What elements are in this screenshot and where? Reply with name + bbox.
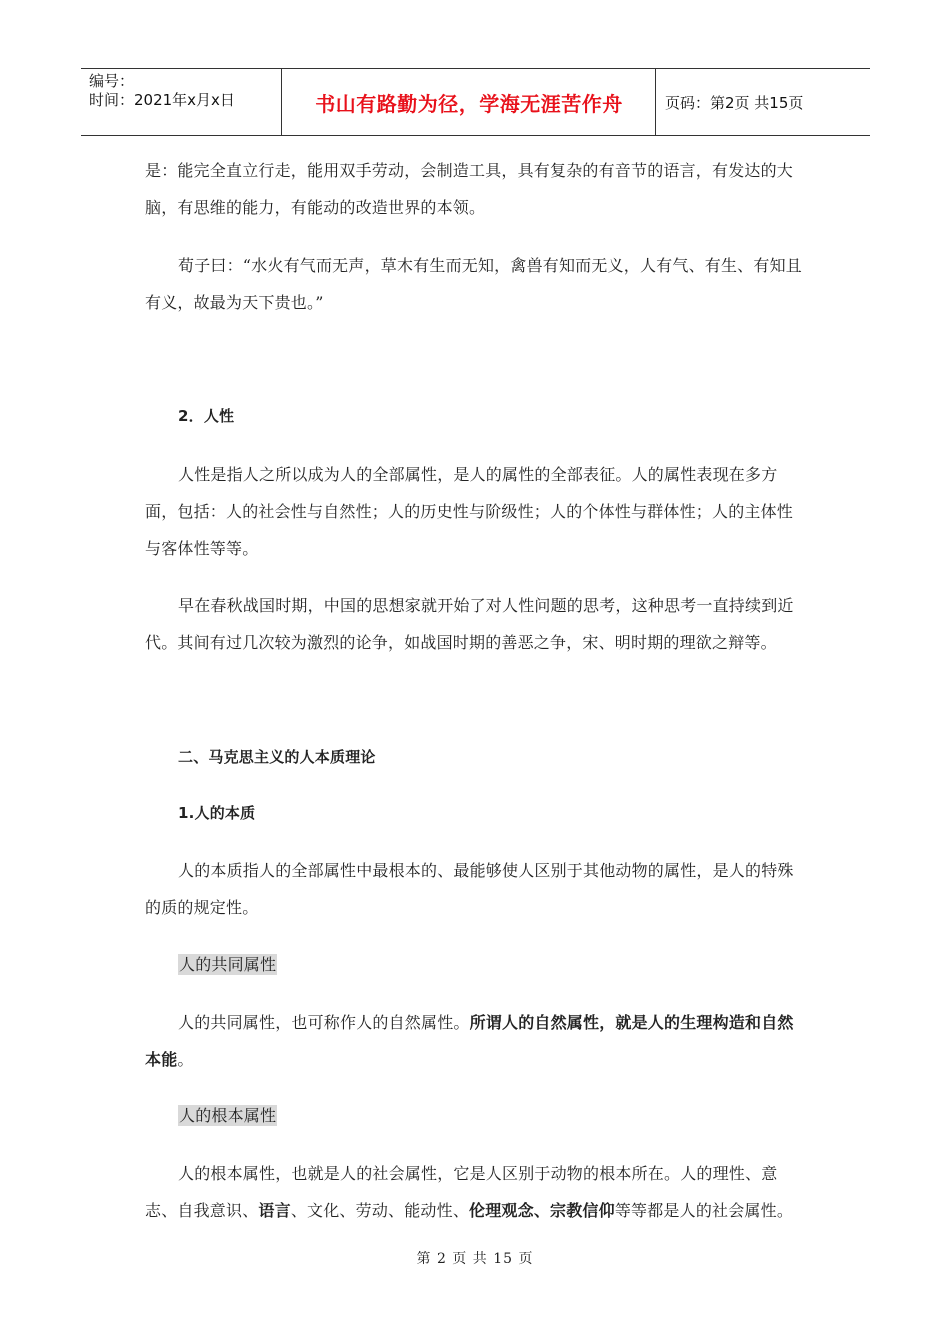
bold-text: 所谓人的自然属性，就是人的生理构造和自然本能 (145, 1013, 794, 1069)
page-footer: 第 2 页 共 15 页 (416, 1251, 534, 1267)
section-heading: 二、马克思主义的人本质理论 (178, 748, 376, 766)
text-run: 人的根本属性，也就是人的社会属性，它是人区别于动物的根本所在。人的理性、意志、自我意识、 (145, 1164, 778, 1220)
highlighted-heading (145, 946, 807, 983)
text-run: 人的共同属性，也可称作人的自然属性。 (178, 1013, 470, 1032)
text-run: 等等都是人的社会属性。 (614, 1201, 794, 1220)
bold-text: 伦理观念、宗教信仰 (469, 1201, 615, 1220)
document-header (81, 68, 870, 136)
highlight-text: 人的共同属性 (179, 955, 277, 974)
subsection-heading: 1.人的本质 (178, 804, 256, 822)
header-motto: 书山有路勤为径，学海无涯苦作舟 (315, 92, 623, 116)
highlight-text: 人的根本属性 (179, 1106, 277, 1125)
paragraph: 人的本质指人的全部属性中最根本的、最能够使人区别于其他动物的属性，是人的特殊的质的规定性。 (145, 861, 794, 917)
paragraph: 早在春秋战国时期，中国的思想家就开始了对人性问题的思考，这种思考一直持续到近代。其间有过几次较为激烈的论争，如战国时期的善恶之争，宋、明时期的理欲之辩等。 (145, 596, 794, 652)
time-label: 时间：2021年x月x日 (89, 91, 235, 109)
text-run: 、文化、劳动、能动性、 (290, 1201, 470, 1220)
paragraph: 荀子曰：“水火有气而无声，草木有生而无知，禽兽有知而无义，人有气、有生、有知且有义，故最为天下贵也。” (145, 256, 802, 312)
paragraph (145, 1155, 807, 1229)
highlighted-heading (145, 1097, 807, 1134)
header-page-label: 页码：第2页 共15页 (665, 94, 804, 112)
section-heading: 2．人性 (178, 407, 235, 425)
text-run: 。 (177, 1050, 194, 1069)
paragraph: 是：能完全直立行走，能用双手劳动，会制造工具，具有复杂的有音节的语言，有发达的大脑，有思维的能力，有能动的改造世界的本领。 (145, 161, 794, 217)
paragraph (145, 1004, 807, 1078)
bold-text: 语言 (258, 1201, 291, 1220)
paragraph: 人性是指人之所以成为人的全部属性，是人的属性的全部表征。人的属性表现在多方面，包括：人的社会性与自然性；人的历史性与阶级性；人的个体性与群体性；人的主体性与客体性等等。 (145, 465, 794, 558)
number-label: 编号： (89, 72, 135, 90)
header-divider (281, 69, 282, 135)
header-meta (89, 72, 235, 110)
header-divider (655, 69, 656, 135)
